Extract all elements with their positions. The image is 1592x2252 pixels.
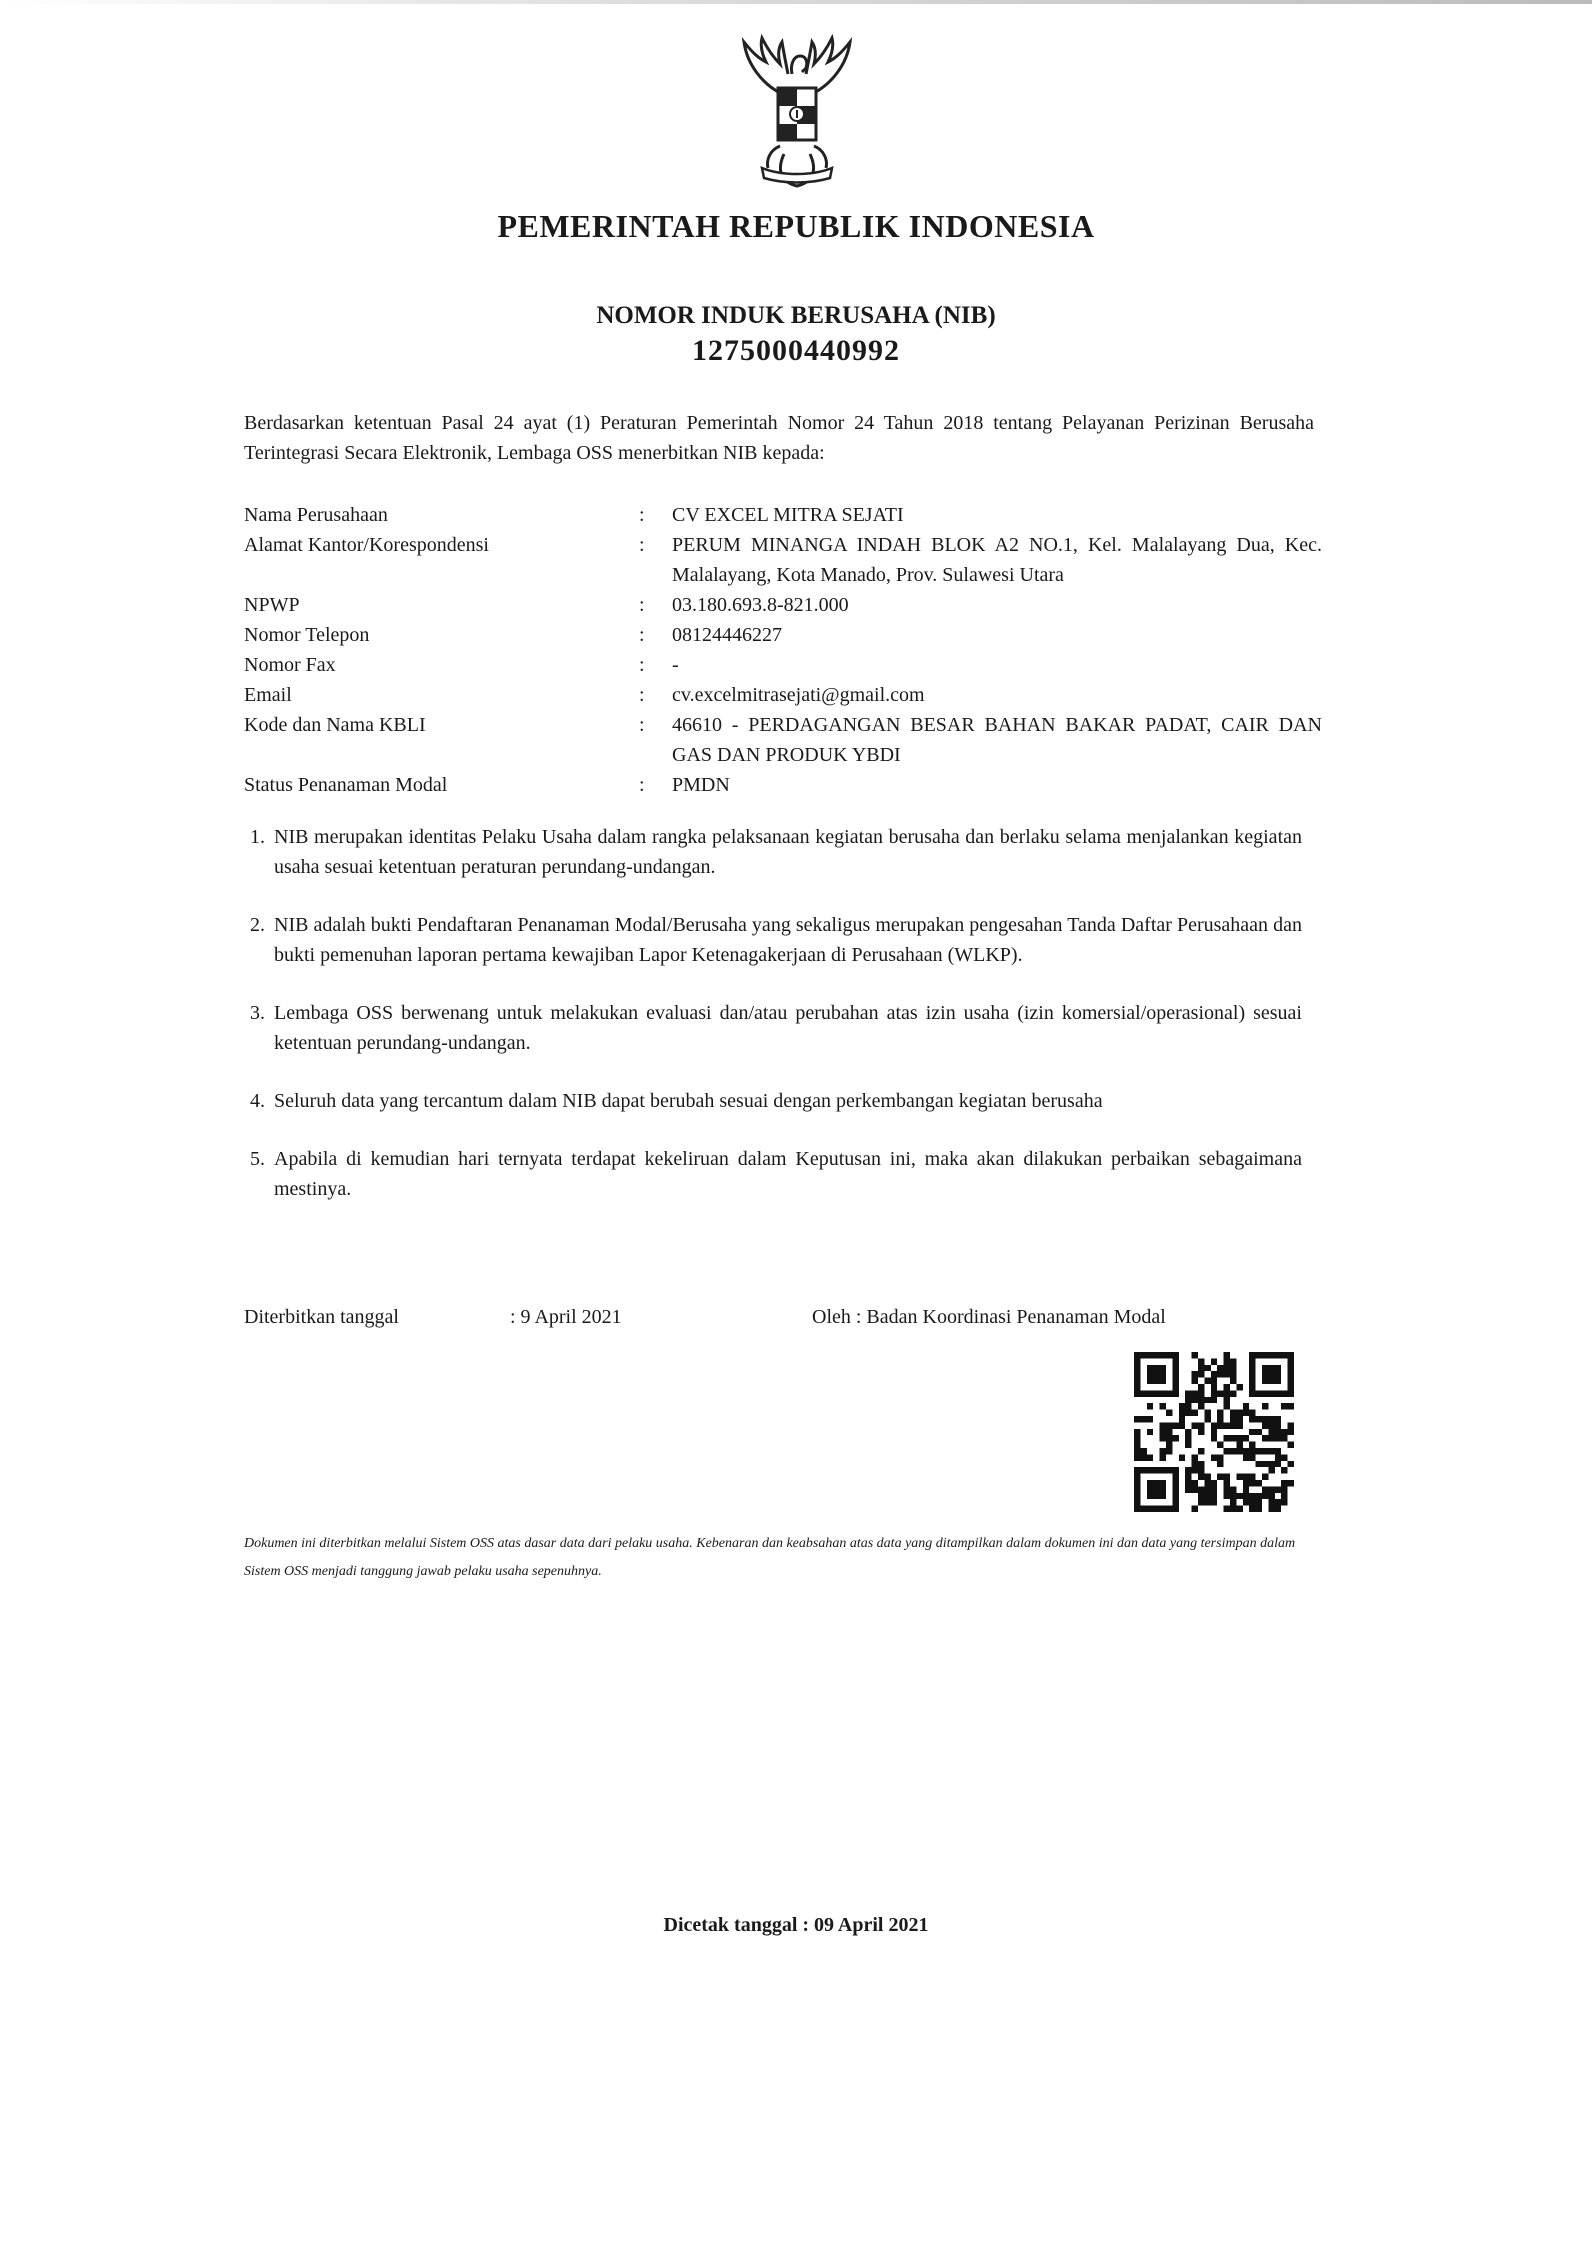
term-text: Apabila di kemudian hari ternyata terdapat kekeliruan dalam Keputusan ini, maka akan dilakukan perbaikan sebagaimana mestinya. <box>274 1148 1302 1200</box>
field-npwp <box>244 590 1324 620</box>
nib-number: 1275000440992 <box>692 334 900 367</box>
field-fax <box>244 650 1324 680</box>
field-label: Email <box>244 684 292 706</box>
field-label: Alamat Kantor/Korespondensi <box>244 534 489 556</box>
terms-list <box>250 822 1302 1232</box>
term-item <box>250 910 1302 970</box>
field-investment-status <box>244 770 1324 800</box>
field-label: Status Penanaman Modal <box>244 774 448 796</box>
field-value: CV EXCEL MITRA SEJATI <box>672 504 904 526</box>
term-item <box>250 1086 1302 1116</box>
scan-edge <box>0 0 1592 4</box>
issued-date: : 9 April 2021 <box>510 1306 622 1328</box>
term-number: 1. <box>250 826 265 848</box>
field-label: Nama Perusahaan <box>244 504 388 526</box>
field-value: PMDN <box>672 774 730 796</box>
field-value: 03.180.693.8-821.000 <box>672 594 849 616</box>
issued-label: Diterbitkan tanggal <box>244 1306 399 1328</box>
printed-date: Dicetak tanggal : 09 April 2021 <box>663 1914 929 1936</box>
term-item <box>250 822 1302 882</box>
term-number: 5. <box>250 1148 265 1170</box>
nib-title: NOMOR INDUK BERUSAHA (NIB) <box>596 302 996 329</box>
field-email <box>244 680 1324 710</box>
field-phone <box>244 620 1324 650</box>
intro-paragraph: Berdasarkan ketentuan Pasal 24 ayat (1) Peraturan Pemerintah Nomor 24 Tahun 2018 tentang Pelayanan Perizinan Berusaha Terintegrasi Secara Elektronik, Lembaga OSS menerbitkan NIB kepada: <box>244 412 1314 464</box>
field-address <box>244 530 1324 590</box>
term-text: NIB merupakan identitas Pelaku Usaha dalam rangka pelaksanaan kegiatan berusaha dan berlaku selama menjalankan kegiatan usaha sesuai ketentuan peraturan perundang-undangan. <box>274 826 1302 878</box>
field-colon: : <box>639 714 645 736</box>
term-number: 2. <box>250 914 265 936</box>
field-label: NPWP <box>244 594 300 616</box>
field-value: 46610 - PERDAGANGAN BESAR BAHAN BAKAR PADAT, CAIR DAN GAS DAN PRODUK YBDI <box>672 714 1322 766</box>
field-colon: : <box>639 624 645 646</box>
qr-code-icon <box>1134 1352 1294 1512</box>
term-item <box>250 1144 1302 1204</box>
issued-by: Oleh : Badan Koordinasi Penanaman Modal <box>812 1306 1166 1328</box>
company-info <box>244 500 1324 800</box>
field-colon: : <box>639 504 645 526</box>
field-value: cv.excelmitrasejati@gmail.com <box>672 684 925 706</box>
disclaimer: Dokumen ini diterbitkan melalui Sistem OSS atas dasar data dari pelaku usaha. Kebenaran dan keabsahan atas data yang ditampilkan dalam dokumen ini dan data yang tersimpan dalam Sistem OSS menjadi tanggung jawab pelaku usaha sepenuhnya. <box>244 1536 1296 1579</box>
field-label: Nomor Fax <box>244 654 336 676</box>
field-kbli <box>244 710 1324 770</box>
field-label: Nomor Telepon <box>244 624 370 646</box>
field-value: - <box>672 654 679 676</box>
field-value: 08124446227 <box>672 624 782 646</box>
garuda-emblem-icon <box>722 34 872 194</box>
field-colon: : <box>639 774 645 796</box>
term-text: Seluruh data yang tercantum dalam NIB dapat berubah sesuai dengan perkembangan kegiatan berusaha <box>274 1090 1103 1112</box>
field-company-name <box>244 500 1324 530</box>
term-text: Lembaga OSS berwenang untuk melakukan evaluasi dan/atau perubahan atas izin usaha (izin komersial/operasional) sesuai ketentuan perundang-undangan. <box>274 1002 1302 1054</box>
field-label: Kode dan Nama KBLI <box>244 714 426 736</box>
field-value: PERUM MINANGA INDAH BLOK A2 NO.1, Kel. Malalayang Dua, Kec. Malalayang, Kota Manado, Prov. Sulawesi Utara <box>672 534 1322 586</box>
term-number: 4. <box>250 1090 265 1112</box>
term-number: 3. <box>250 1002 265 1024</box>
field-colon: : <box>639 534 645 556</box>
field-colon: : <box>639 654 645 676</box>
term-text: NIB adalah bukti Pendaftaran Penanaman Modal/Berusaha yang sekaligus merupakan pengesahan Tanda Daftar Perusahaan dan bukti pemenuhan laporan pertama kewajiban Lapor Ketenagakerjaan di Perusahaan (WLKP). <box>274 914 1302 966</box>
field-colon: : <box>639 594 645 616</box>
term-item <box>250 998 1302 1058</box>
field-colon: : <box>639 684 645 706</box>
government-title: PEMERINTAH REPUBLIK INDONESIA <box>497 208 1095 244</box>
